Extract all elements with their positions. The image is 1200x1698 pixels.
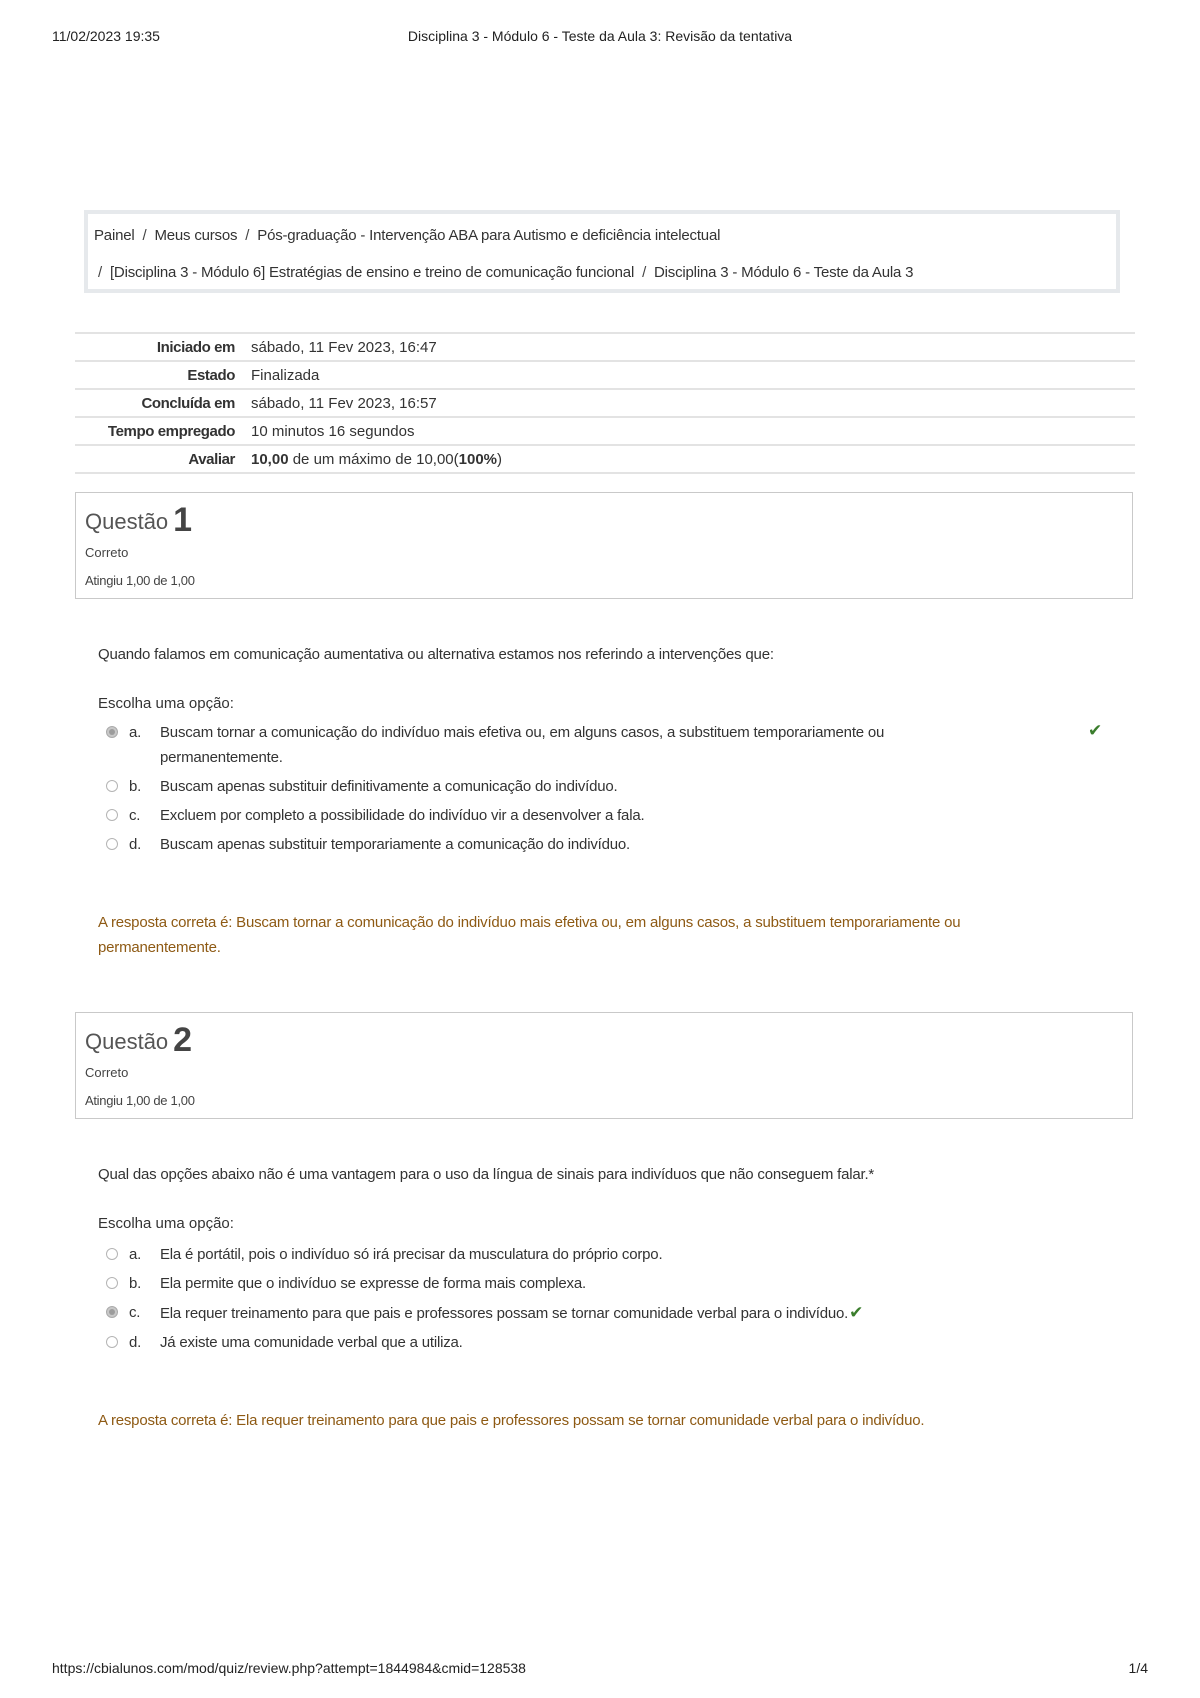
grade-max: de um máximo de 10,00( bbox=[288, 450, 459, 468]
summary-label: Estado bbox=[187, 366, 235, 384]
question-1-text: Quando falamos em comunicação aumentativa ou alternativa estamos nos referindo a intervenções que: bbox=[98, 646, 774, 663]
option-text: Buscam apenas substituir temporariamente a comunicação do indivíduo. bbox=[160, 836, 630, 853]
print-footer bbox=[52, 1660, 1148, 1680]
breadcrumb-separator: / bbox=[642, 264, 647, 281]
answer-option-d[interactable] bbox=[98, 1330, 1098, 1355]
option-letter: c. bbox=[129, 807, 141, 824]
summary-row bbox=[75, 445, 1135, 473]
summary-value: sábado, 11 Fev 2023, 16:57 bbox=[251, 394, 437, 412]
option-text: Excluem por completo a possibilidade do indivíduo vir a desenvolver a fala. bbox=[160, 807, 645, 824]
breadcrumb bbox=[84, 210, 1120, 293]
answer-option-c[interactable] bbox=[98, 1300, 1098, 1326]
print-url: https://cbialunos.com/mod/quiz/review.php?attempt=1844984&cmid=128538 bbox=[52, 1660, 526, 1676]
question-1-prompt: Escolha uma opção: bbox=[98, 695, 234, 712]
answer-option-b[interactable] bbox=[98, 1271, 1098, 1296]
answer-option-b[interactable] bbox=[98, 774, 1098, 799]
breadcrumb-course[interactable]: Pós-graduação - Intervenção ABA para Autismo e deficiência intelectual bbox=[257, 227, 721, 244]
summary-label: Concluída em bbox=[141, 394, 235, 412]
radio-icon[interactable] bbox=[106, 1277, 118, 1289]
question-state: Correto bbox=[85, 1065, 129, 1080]
grade-end: ) bbox=[497, 450, 503, 468]
option-letter: a. bbox=[129, 724, 142, 741]
option-letter: b. bbox=[129, 1275, 142, 1292]
check-icon: ✔ bbox=[1088, 721, 1103, 740]
question-1-answers bbox=[98, 720, 1103, 857]
page-counter: 1/4 bbox=[1128, 1660, 1148, 1676]
summary-row bbox=[75, 417, 1135, 445]
answer-option-a[interactable] bbox=[98, 720, 1103, 770]
summary-label: Tempo empregado bbox=[107, 422, 235, 440]
radio-icon[interactable] bbox=[106, 809, 118, 821]
breadcrumb-painel[interactable]: Painel bbox=[94, 227, 135, 244]
radio-selected-icon[interactable] bbox=[106, 726, 118, 738]
option-letter: d. bbox=[129, 1334, 142, 1351]
print-title: Disciplina 3 - Módulo 6 - Teste da Aula 3: Revisão da tentativa bbox=[407, 28, 793, 44]
summary-row bbox=[75, 333, 1135, 361]
question-2-info bbox=[75, 1012, 1133, 1119]
question-2-prompt: Escolha uma opção: bbox=[98, 1215, 234, 1232]
breadcrumb-meus-cursos[interactable]: Meus cursos bbox=[154, 227, 238, 244]
breadcrumb-separator: / bbox=[142, 227, 147, 244]
summary-label: Avaliar bbox=[188, 450, 235, 468]
grade-value: 10,00 bbox=[251, 450, 289, 468]
option-letter: c. bbox=[129, 1304, 141, 1321]
question-grade: Atingiu 1,00 de 1,00 bbox=[85, 573, 195, 588]
breadcrumb-separator: / bbox=[98, 264, 102, 281]
answer-option-a[interactable] bbox=[98, 1242, 1098, 1267]
question-grade: Atingiu 1,00 de 1,00 bbox=[85, 1093, 195, 1108]
question-number-value: 2 bbox=[173, 1021, 193, 1059]
option-text: Buscam tornar a comunicação do indivíduo mais efetiva ou, em alguns casos, a substituem temporariamente ou permanentemente. bbox=[160, 724, 885, 766]
answer-option-d[interactable] bbox=[98, 832, 1098, 857]
radio-icon[interactable] bbox=[106, 1336, 118, 1348]
breadcrumb-quiz[interactable]: Disciplina 3 - Módulo 6 - Teste da Aula 3 bbox=[654, 264, 914, 281]
option-letter: a. bbox=[129, 1246, 142, 1263]
option-text: Ela permite que o indivíduo se expresse de forma mais complexa. bbox=[160, 1275, 586, 1292]
question-number: Questão 2 bbox=[85, 1021, 193, 1059]
print-header bbox=[52, 28, 1148, 48]
option-text: Ela é portátil, pois o indivíduo só irá precisar da musculatura do próprio corpo. bbox=[160, 1246, 663, 1263]
summary-grade bbox=[251, 445, 1135, 473]
breadcrumb-separator: / bbox=[245, 227, 250, 244]
radio-icon[interactable] bbox=[106, 838, 118, 850]
option-text: Ela requer treinamento para que pais e professores possam se tornar comunidade verbal para o indivíduo. bbox=[160, 1305, 849, 1322]
summary-value: sábado, 11 Fev 2023, 16:47 bbox=[251, 338, 437, 356]
print-date: 11/02/2023 19:35 bbox=[52, 28, 160, 44]
question-1-info bbox=[75, 492, 1133, 599]
question-state: Correto bbox=[85, 545, 129, 560]
question-number-value: 1 bbox=[173, 501, 193, 539]
breadcrumb-section[interactable]: [Disciplina 3 - Módulo 6] Estratégias de ensino e treino de comunicação funcional bbox=[109, 264, 635, 281]
option-letter: b. bbox=[129, 778, 142, 795]
option-text: Buscam apenas substituir definitivamente a comunicação do indivíduo. bbox=[160, 778, 618, 795]
question-number: Questão 1 bbox=[85, 501, 193, 539]
answer-option-c[interactable] bbox=[98, 803, 1098, 828]
summary-label: Iniciado em bbox=[156, 338, 235, 356]
question-2-feedback: A resposta correta é: Ela requer treinamento para que pais e professores possam se tornar comunidade verbal para o indivíduo. bbox=[98, 1412, 925, 1429]
summary-value: Finalizada bbox=[251, 366, 320, 384]
attempt-summary-table bbox=[75, 332, 1135, 474]
question-2-answers bbox=[98, 1242, 1098, 1355]
question-1-feedback: A resposta correta é: Buscam tornar a comunicação do indivíduo mais efetiva ou, em alguns casos, a substituem temporariamente ou permanentemente. bbox=[98, 914, 961, 956]
radio-icon[interactable] bbox=[106, 780, 118, 792]
summary-value: 10 minutos 16 segundos bbox=[251, 422, 415, 440]
check-icon: ✔ bbox=[849, 1303, 864, 1322]
grade-percent: 100% bbox=[458, 450, 498, 468]
question-2-text: Qual das opções abaixo não é uma vantagem para o uso da língua de sinais para indivíduos que não conseguem falar.* bbox=[98, 1166, 875, 1183]
option-text: Já existe uma comunidade verbal que a utiliza. bbox=[160, 1334, 463, 1351]
summary-row bbox=[75, 389, 1135, 417]
option-letter: d. bbox=[129, 836, 142, 853]
summary-row bbox=[75, 361, 1135, 389]
radio-selected-icon[interactable] bbox=[106, 1306, 118, 1318]
radio-icon[interactable] bbox=[106, 1248, 118, 1260]
